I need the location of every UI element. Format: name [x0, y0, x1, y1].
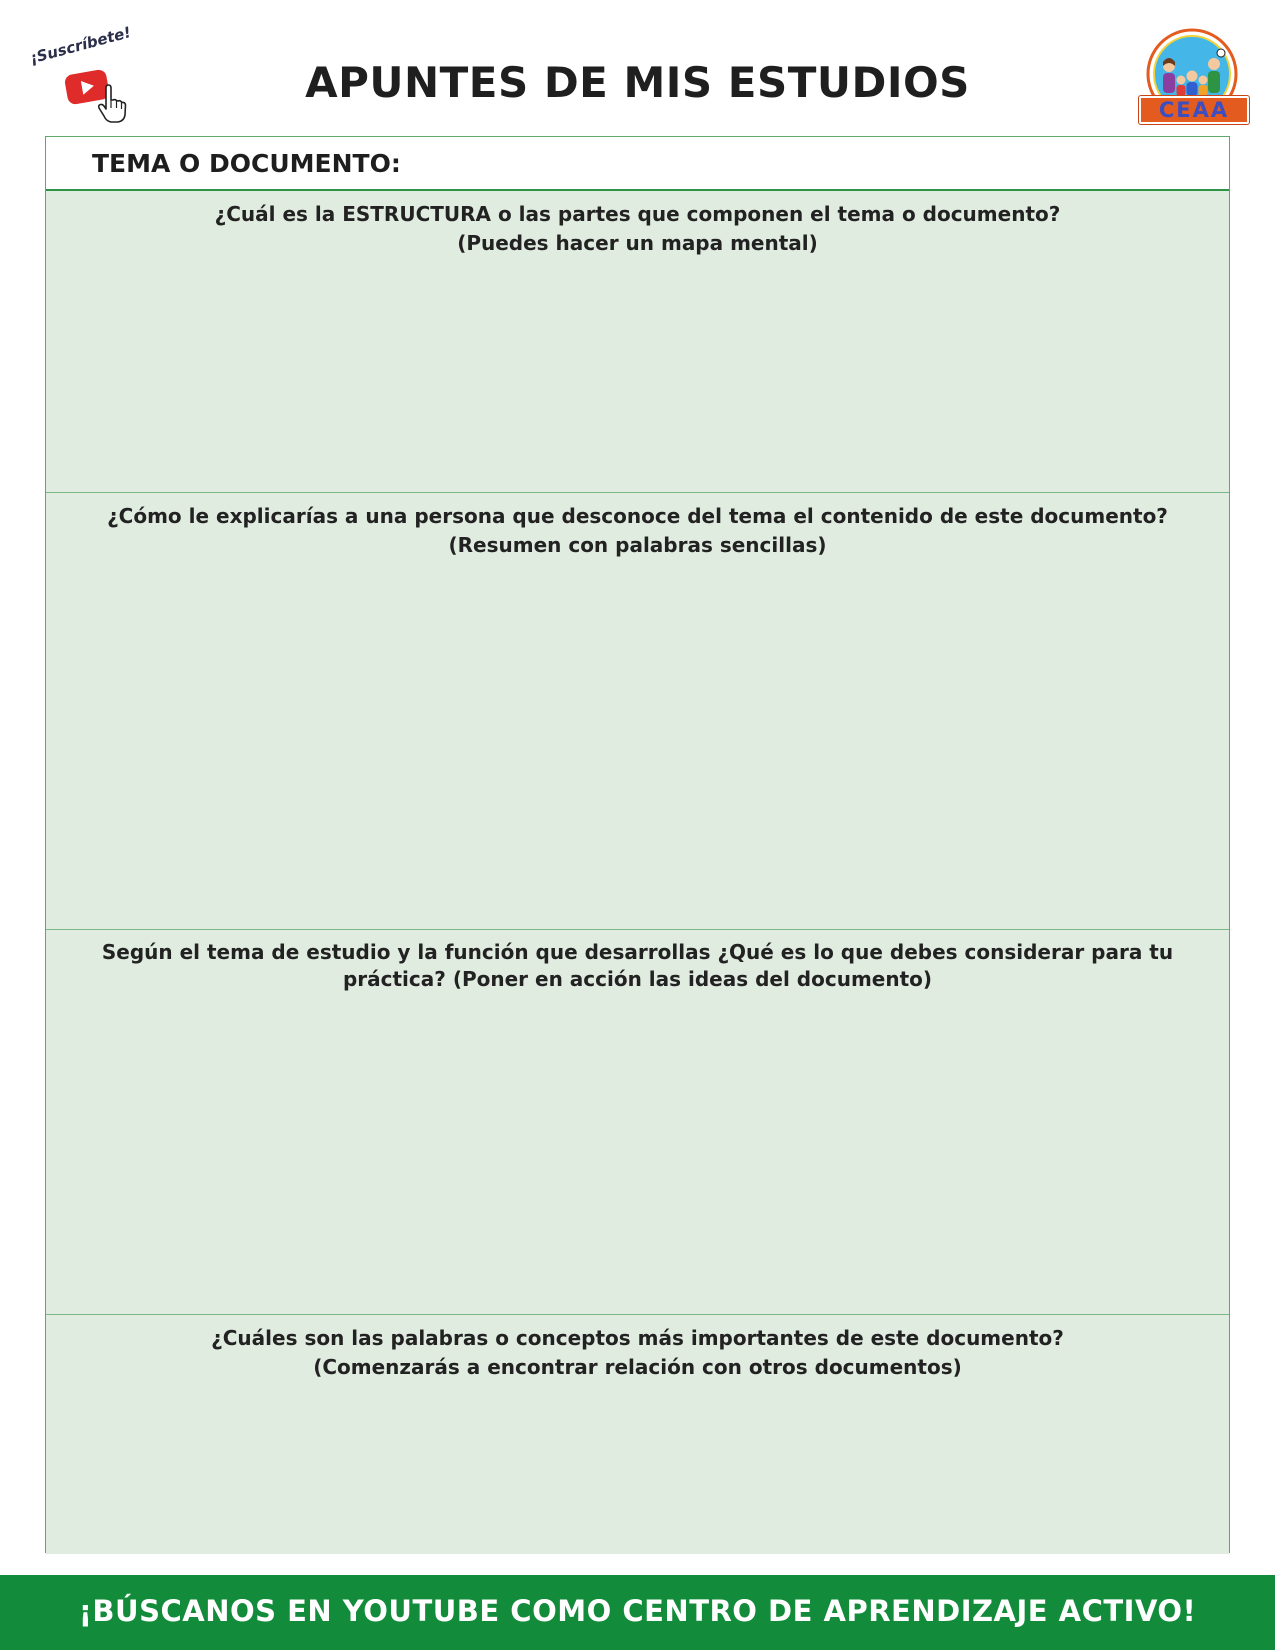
logo-wordmark: CEAA	[1139, 96, 1249, 124]
section-question: ¿Cuáles son las palabras o conceptos más importantes de este documento?	[211, 1326, 1064, 1350]
section-hint: (Resumen con palabras sencillas)	[448, 533, 827, 557]
key-concepts-section[interactable]	[46, 1315, 1229, 1554]
notes-form	[45, 136, 1230, 1553]
section-hint: (Puedes hacer un mapa mental)	[457, 231, 818, 255]
footer-banner: ¡BÚSCANOS EN YOUTUBE COMO CENTRO DE APRENDIZAJE ACTIVO!	[0, 1575, 1275, 1650]
practice-section[interactable]	[46, 930, 1229, 1315]
section-question: ¿Cuál es la ESTRUCTURA o las partes que componen el tema o documento?	[214, 202, 1061, 226]
topic-field[interactable]	[46, 137, 1229, 191]
page-title: APUNTES DE MIS ESTUDIOS	[305, 58, 970, 107]
topic-label: TEMA O DOCUMENTO:	[92, 149, 401, 178]
subscribe-label: ¡Suscríbete!	[28, 23, 133, 68]
section-question: Según el tema de estudio y la función que desarrollas ¿Qué es lo que debes considerar para tu práctica? (Poner en acción las ideas del documento)	[101, 940, 1174, 991]
ceaa-logo	[1135, 26, 1250, 130]
section-question: ¿Cómo le explicarías a una persona que desconoce del tema el contenido de este documento?	[107, 504, 1168, 528]
structure-section[interactable]	[46, 191, 1229, 493]
section-hint: (Comenzarás a encontrar relación con otros documentos)	[313, 1355, 962, 1379]
summary-section[interactable]	[46, 493, 1229, 930]
